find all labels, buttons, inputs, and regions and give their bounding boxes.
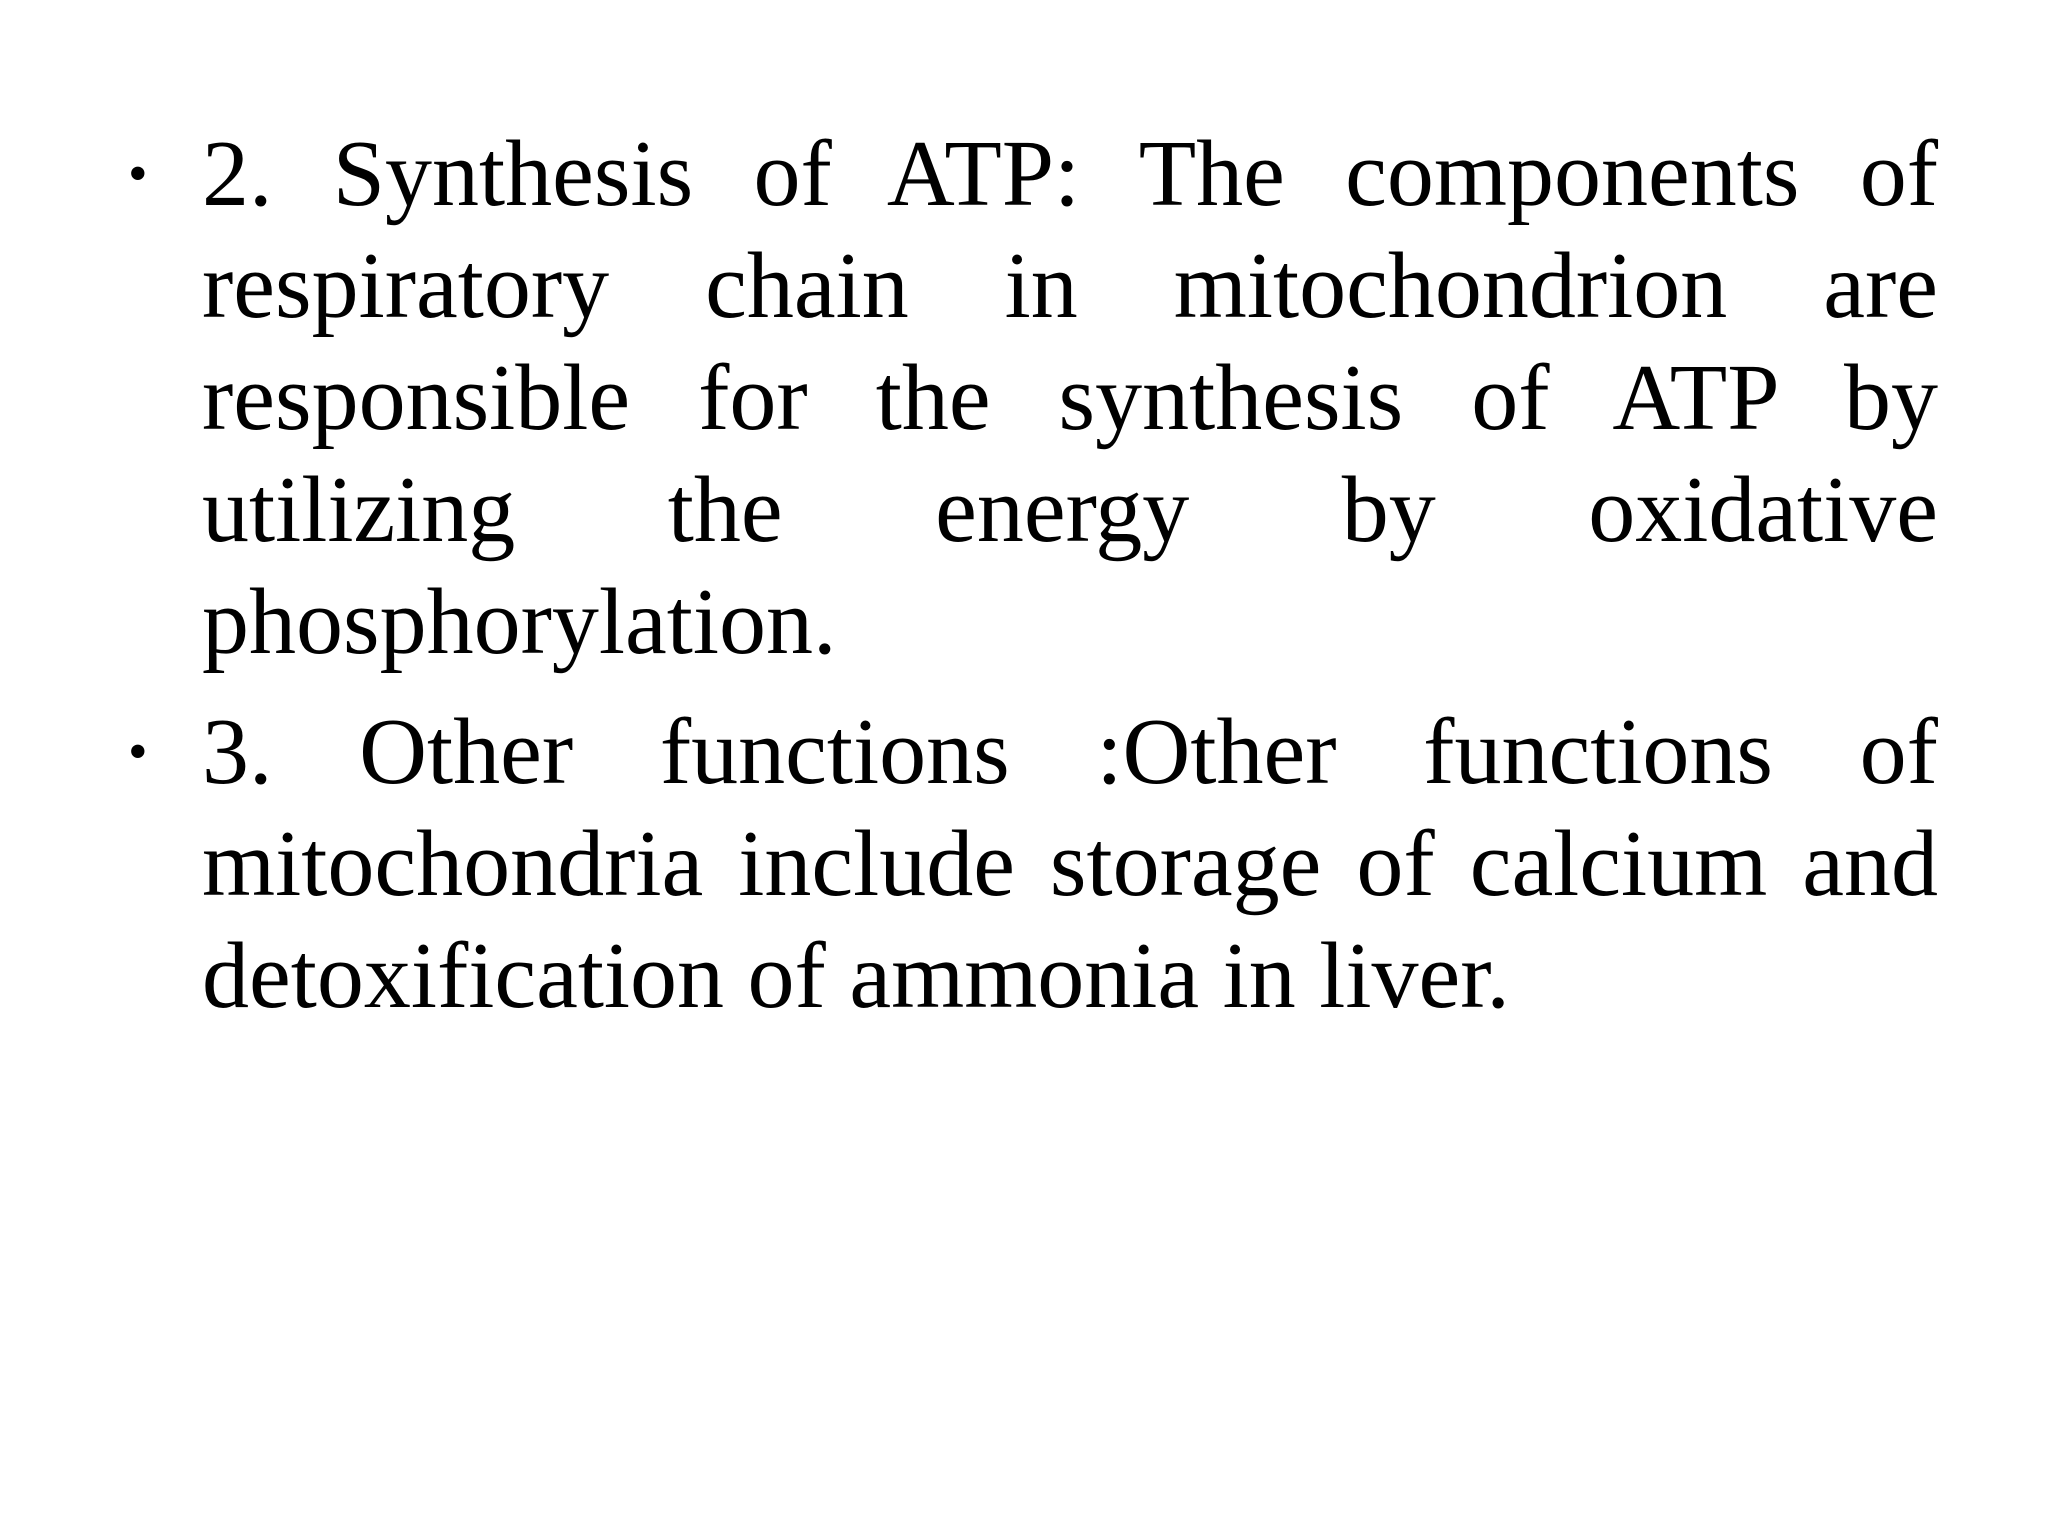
bullet-text-atp-synthesis: 2. Synthesis of ATP: The components of respiratory chain in mitochondrion are responsible for the synthesis of ATP by utilizing the energy by oxidative phosphorylation. (202, 122, 1938, 674)
bullet-item-atp-synthesis (118, 118, 1938, 678)
bullet-item-other-functions (118, 696, 1938, 1032)
bullet-text-other-functions: 3. Other functions :Other functions of mitochondria include storage of calcium and detoxification of ammonia in liver. (202, 700, 1938, 1028)
bullet-marker: • (128, 143, 148, 205)
bullet-marker: • (128, 721, 148, 783)
bullet-list (118, 118, 1938, 1050)
